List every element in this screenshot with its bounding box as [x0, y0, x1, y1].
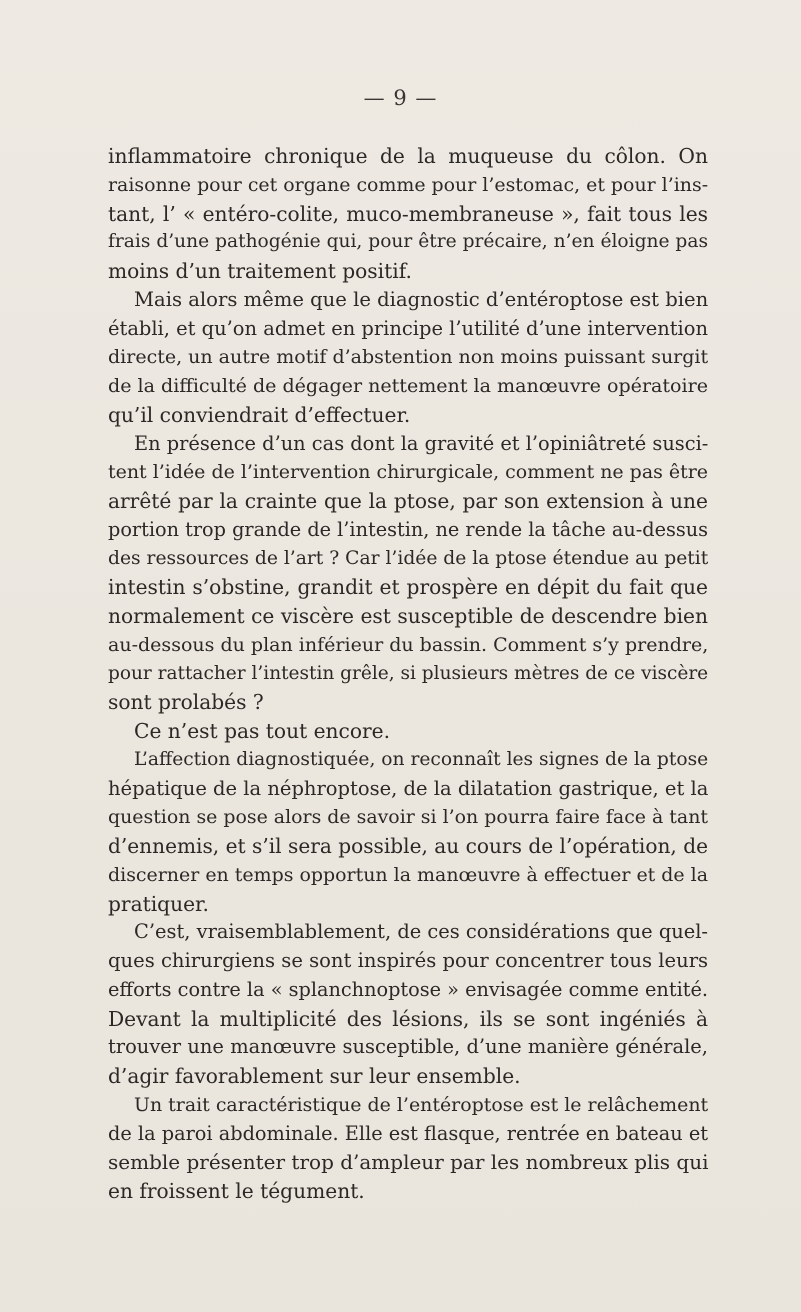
text-line: En présence d’un cas dont la gravité et l’opiniâtreté susci-	[134, 431, 709, 455]
text-line: sont prolabés ?	[108, 690, 264, 715]
text-line: intestin s’obstine, grandit et prospère en dépit du fait que	[108, 575, 708, 600]
text-line: discerner en temps opportun la manœuvre à effectuer et de la	[108, 863, 709, 886]
text-line: tant, l’ « entéro-colite, muco-membraneuse », fait tous les	[108, 201, 708, 226]
text-line: Un trait caractéristique de l’entéroptose est le relâchement	[134, 1093, 709, 1116]
text-line: moins d’un traitement positif.	[108, 259, 412, 283]
text-line: d’agir favorablement sur leur ensemble.	[108, 1064, 521, 1088]
text-line: de la difficulté de dégager nettement la manœuvre opératoire	[108, 375, 708, 397]
text-line: inflammatoire chronique de la muqueuse du côlon. On	[108, 144, 708, 168]
text-line: Ce n’est pas tout encore.	[134, 719, 391, 743]
text-line: efforts contre la « splanchnoptose » envisagée comme entité.	[108, 977, 709, 1001]
text-line: pour rattacher l’intestin grêle, si plusieurs mètres de ce viscère	[108, 662, 709, 684]
text-line: d’ennemis, et s’il sera possible, au cours de l’opération, de	[108, 834, 708, 858]
text-line: frais d’une pathogénie qui, pour être précaire, n’en éloigne pas	[108, 231, 708, 253]
text-line: Devant la multiplicité des lésions, ils se sont ingéniés à	[108, 1006, 708, 1031]
text-line: L’affection diagnostiquée, on reconnaît les signes de la ptose	[134, 748, 709, 770]
page-number: — 9 —	[363, 86, 438, 110]
text-line: directe, un autre motif d’abstention non moins puissant surgit	[108, 346, 709, 369]
text-line: Mais alors même que le diagnostic d’entéroptose est bien	[134, 287, 709, 311]
text-line: trouver une manœuvre susceptible, d’une manière générale,	[108, 1035, 708, 1059]
body-text	[108, 142, 708, 1206]
text-line: des ressources de l’art ? Car l’idée de la ptose étendue au petit	[108, 547, 709, 569]
text-line: portion trop grande de l’intestin, ne rende la tâche au-dessus	[108, 517, 709, 541]
text-line: qu’il conviendrait d’effectuer.	[108, 402, 411, 427]
text-line: semble présenter trop d’ampleur par les nombreux plis qui	[108, 1150, 709, 1175]
text-line: tent l’idée de l’intervention chirurgicale, comment ne pas être	[108, 461, 708, 484]
text-line: question se pose alors de savoir si l’on pourra faire face à tant	[108, 806, 708, 829]
text-line: arrêté par la crainte que la ptose, par son extension à une	[108, 489, 708, 513]
text-line: hépatique de la néphroptose, de la dilatation gastrique, et la	[108, 776, 709, 800]
text-line: normalement ce viscère est susceptible de descendre bien	[108, 604, 708, 628]
text-line: de la paroi abdominale. Elle est flasque, rentrée en bateau et	[108, 1121, 709, 1145]
text-line: pratiquer.	[108, 891, 209, 916]
text-line: raisonne pour cet organe comme pour l’estomac, et pour l’ins-	[108, 173, 709, 196]
text-line: établi, et qu’on admet en principe l’utilité d’une intervention	[108, 316, 708, 340]
text-line: C’est, vraisemblablement, de ces considérations que quel-	[134, 920, 708, 944]
text-line: en froissent le tégument.	[108, 1179, 365, 1203]
text-line: au-dessous du plan inférieur du bassin. Comment s’y prendre,	[108, 633, 709, 656]
text-line: ques chirurgiens se sont inspirés pour concentrer tous leurs	[108, 949, 709, 972]
